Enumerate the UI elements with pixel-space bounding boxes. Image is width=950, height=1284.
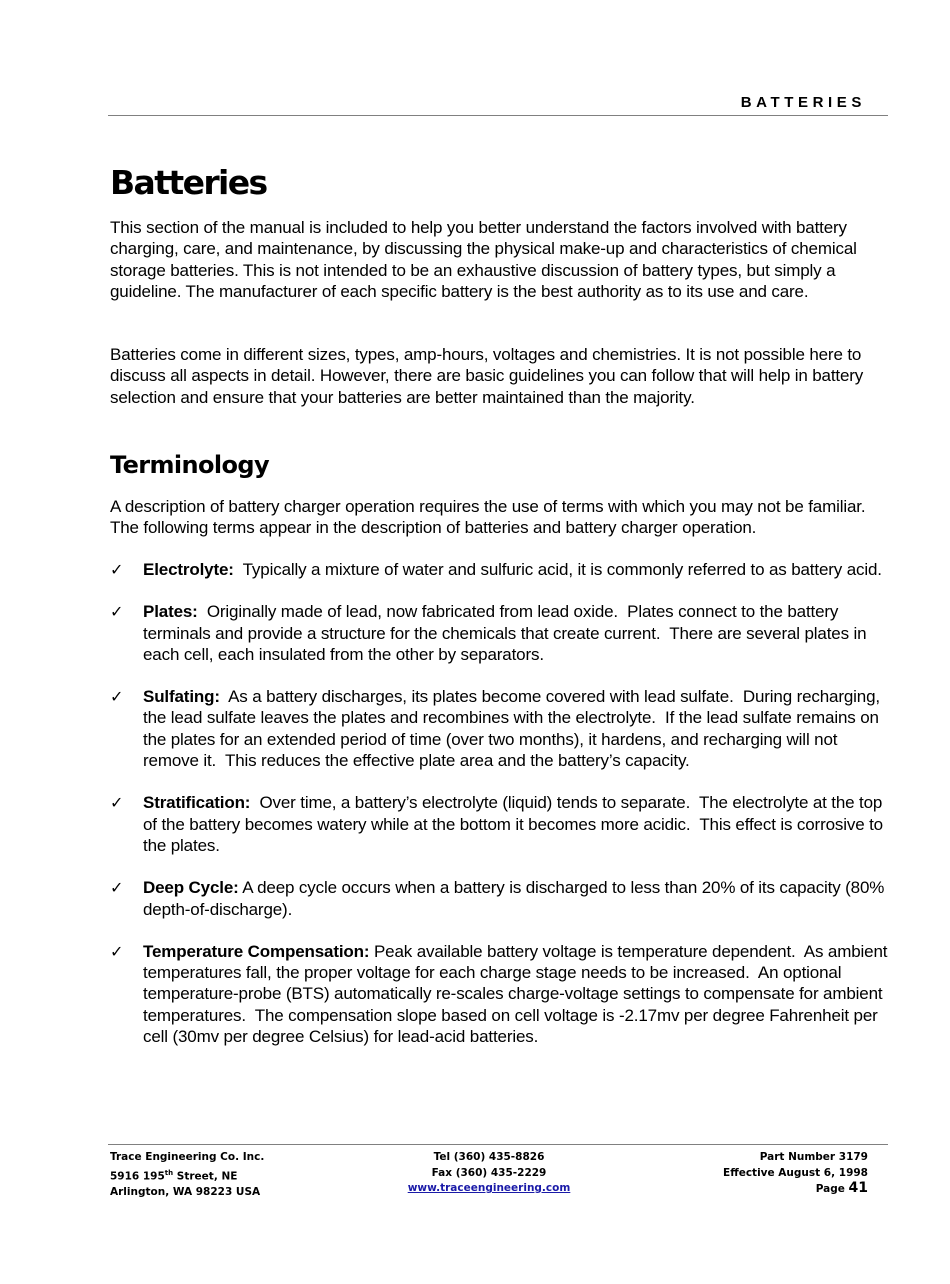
checkmark-icon: ✓ xyxy=(110,687,124,707)
footer-divider xyxy=(108,1144,888,1145)
effective-date: Effective August 6, 1998 xyxy=(723,1166,868,1179)
footer-document-info xyxy=(723,1150,868,1198)
term-item-plates xyxy=(110,601,890,665)
term-name: Electrolyte: xyxy=(143,560,234,579)
street-address xyxy=(110,1166,264,1185)
page-title: Batteries xyxy=(110,163,267,202)
term-name: Deep Cycle: xyxy=(143,878,239,898)
term-definition: As a battery discharges, its plates become covered with lead sulfate. During recharging, the lead sulfate leaves the plates and recombines with the electrolyte. If the lead sulfate remains on the plates for an extended period of time (over two months), it hardens, and recharging will not remove it. This reduces the effective plate area and the battery’s capacity. xyxy=(143,687,885,771)
term-name: Plates: xyxy=(143,602,198,622)
page-number: 41 xyxy=(848,1180,868,1196)
city-line: Arlington, WA 98223 USA xyxy=(110,1185,261,1198)
checkmark-icon: ✓ xyxy=(110,602,124,622)
header-divider xyxy=(108,115,888,116)
terminology-list xyxy=(110,559,890,1068)
term-definition: A deep cycle occurs when a battery is discharged to less than 20% of its capacity (80% depth-of-discharge). xyxy=(143,878,889,919)
checkmark-icon: ✓ xyxy=(110,560,124,579)
term-item-temperature-compensation xyxy=(110,941,890,1047)
running-header: BATTERIES xyxy=(740,94,866,111)
term-definition: Originally made of lead, now fabricated from lead oxide. Plates connect to the battery terminals and provide a structure for the chemicals that create current. There are several plates in each cell, each insulated from the other by separators. xyxy=(143,602,872,664)
ordinal-suffix: th xyxy=(164,1168,174,1177)
checkmark-icon: ✓ xyxy=(110,793,124,813)
term-item-sulfating xyxy=(110,686,890,771)
term-name: Stratification: xyxy=(143,793,251,813)
intro-paragraph: This section of the manual is included to help you better understand the factors involved with battery charging, care, and maintenance, by discussing the physical make-up and characteristics of chemical storage batteries. This is not intended to be an exhaustive discussion of battery types, but simply a guideline. The manufacturer of each specific battery is the best authority as to its use and care. xyxy=(110,218,857,301)
part-number: Part Number 3179 xyxy=(759,1151,868,1163)
website-link[interactable]: www.traceengineering.com xyxy=(407,1182,571,1194)
company-name: Trace Engineering Co. Inc. xyxy=(110,1151,265,1163)
term-name: Temperature Compensation: xyxy=(143,941,370,961)
street-number: 5916 195 xyxy=(110,1170,165,1182)
term-item-deep-cycle xyxy=(110,877,890,920)
fax-number: Fax (360) 435-2229 xyxy=(431,1166,547,1179)
term-definition: Over time, a battery’s electrolyte (liquid) tends to separate. The electrolyte at the top of the battery becomes watery while at the bottom it becomes more acidic. This effect is corrosive to the plates. xyxy=(143,793,888,855)
phone-number: Tel (360) 435-8826 xyxy=(433,1151,545,1163)
terminology-intro: A description of battery charger operation requires the use of terms with which you may not be familiar. The following terms appear in the description of batteries and battery charger operation. xyxy=(110,497,866,538)
term-name: Sulfating: xyxy=(143,687,220,707)
intro-paragraph: Batteries come in different sizes, types, amp-hours, voltages and chemistries. It is not possible here to discuss all aspects in detail. However, there are basic guidelines you can follow that will help in battery selection and ensure that your batteries are better maintained than the majority. xyxy=(110,345,864,407)
footer-contact xyxy=(404,1150,574,1197)
street-name: Street, NE xyxy=(173,1170,238,1182)
footer-address xyxy=(110,1150,264,1200)
term-item-stratification xyxy=(110,792,890,856)
term-item-electrolyte xyxy=(110,559,890,580)
term-definition: Typically a mixture of water and sulfuric acid, it is commonly referred to as battery acid. xyxy=(233,560,882,579)
page-label: Page xyxy=(815,1183,845,1195)
checkmark-icon: ✓ xyxy=(110,941,124,961)
term-definition: Peak available battery voltage is temperature dependent. As ambient temperatures fall, the proper voltage for each charge stage needs to be increased. An optional temperature-probe (BTS) automatically re-scales charge-voltage settings to compensate for ambient temperatures. The compensation slope based on cell voltage is -2.17mv per degree Fahrenheit per cell (30mv per degree Celsius) for lead-acid batteries. xyxy=(143,941,892,1047)
section-heading-terminology: Terminology xyxy=(110,451,270,479)
page-indicator xyxy=(723,1181,868,1198)
checkmark-icon: ✓ xyxy=(110,878,124,898)
